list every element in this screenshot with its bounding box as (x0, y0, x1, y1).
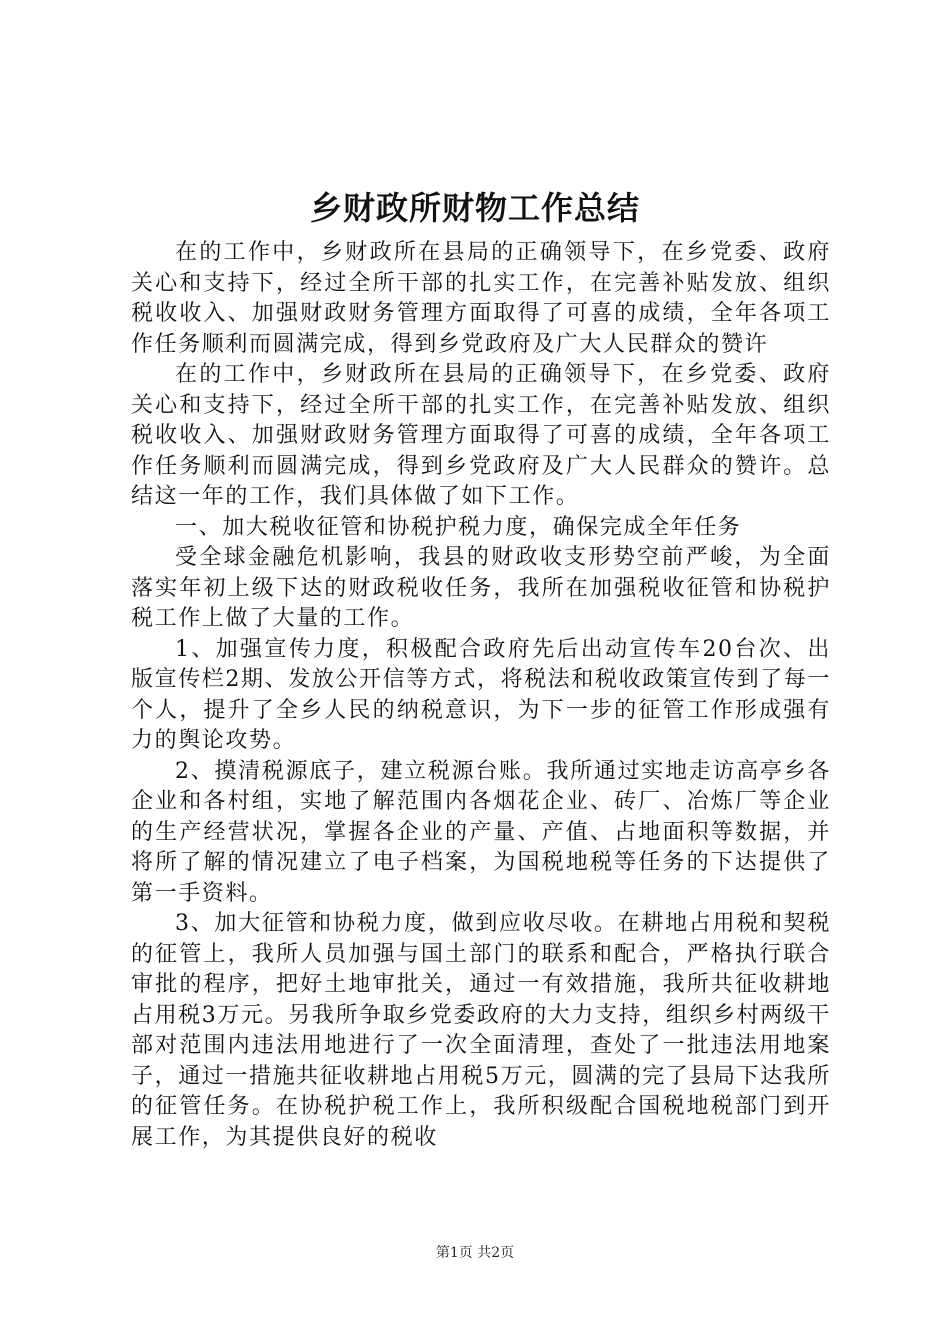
paragraph-summary: 在的工作中，乡财政所在县局的正确领导下，在乡党委、政府关心和支持下，经过全所干部的扎实工作，在完善补贴发放、组织税收收入、加强财政财务管理方面取得了可喜的成绩，全年各项工作任务顺利而圆满完成，得到乡党政府及广大人民群众的赞许。总结这一年的工作，我们具体做了如下工作。 (131, 362, 831, 509)
paragraph-item-2: 2、摸清税源底子，建立税源台账。我所通过实地走访高亭乡各企业和各村组，实地了解范围内各烟花企业、砖厂、冶炼厂等企业的生产经营状况，掌握各企业的产量、产值、占地面积等数据，并将所了解的情况建立了电子档案，为国税地税等任务的下达提供了第一手资料。 (131, 758, 831, 906)
paragraph-intro: 在的工作中，乡财政所在县局的正确领导下，在乡党委、政府关心和支持下，经过全所干部的扎实工作，在完善补贴发放、组织税收收入、加强财政财务管理方面取得了可喜的成绩，全年各项工作任务顺利而圆满完成，得到乡党政府及广大人民群众的赞许 (131, 240, 831, 357)
paragraph-item-1: 1、加强宣传力度，积极配合政府先后出动宣传车20台次、出版宣传栏2期、发放公开信等方式，将税法和税收政策宣传到了每一个人，提升了全乡人民的纳税意识，为下一步的征管工作形成强有力的舆论攻势。 (131, 636, 831, 753)
paragraph-item-3: 3、加大征管和协税力度，做到应收尽收。在耕地占用税和契税的征管上，我所人员加强与国土部门的联系和配合，严格执行联合审批的程序，把好土地审批关，通过一有效措施，我所共征收耕地占用税3万元。另我所争取乡党委政府的大力支持，组织乡村两级干部对范围内违法用地进行了一次全面清理，查处了一批违法用地案子，通过一措施共征收耕地占用税5万元，圆满的完了县局下达我所的征管任务。在协税护税工作上，我所积级配合国税地税部门到开展工作，为其提供良好的税收 (131, 911, 831, 1150)
paragraph-section-1-intro: 受全球金融危机影响，我县的财政收支形势空前严峻，为全面落实年初上级下达的财政税收任务，我所在加强税收征管和协税护税工作上做了大量的工作。 (131, 545, 831, 631)
page-number-footer: 第1页 共2页 (435, 1245, 515, 1261)
document-title: 乡财政所财物工作总结 (309, 189, 640, 227)
section-heading-1: 一、加大税收征管和协税护税力度，确保完成全年任务 (175, 514, 742, 540)
document-body (131, 238, 831, 1153)
